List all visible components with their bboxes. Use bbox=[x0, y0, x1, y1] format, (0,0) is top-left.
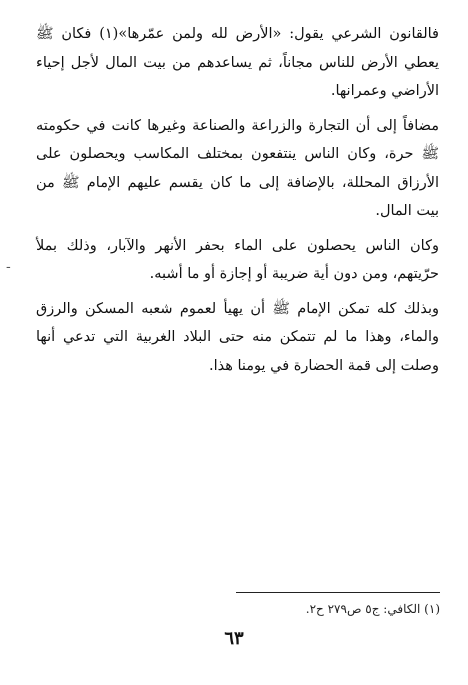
paragraph-3: وكان الناس يحصلون على الماء بحفر الأنهر والآبار، وذلك بملأ حرّيتهم، ومن دون أية ضريبة أو إجازة أو ما أشبه. bbox=[36, 237, 439, 282]
footnote-separator bbox=[236, 592, 440, 593]
footnote: (١) الكافي: ج٥ ص٢٧٩ ح٢. bbox=[305, 602, 440, 616]
paragraph-2: مضافاً إلى أن التجارة والزراعة والصناعة وغيرها كانت في حكومته ﷺ حرة، وكان الناس ينتفعون بمختلف المكاسب ويحصلون على الأرزاق المحللة، بالإضافة إلى ما كان يقسم عليهم الإمام ﷺ من بيت المال. bbox=[36, 117, 439, 219]
margin-mark: - bbox=[6, 259, 11, 275]
page-number: ٦٣ bbox=[224, 628, 244, 649]
paragraph-4: وبذلك كله تمكن الإمام ﷺ أن يهيأ لعموم شعبه المسكن والرزق والماء، وهذا ما لم تتمكن منه حتى البلاد الغربية التي تدعي أنها وصلت إلى قمة الحضارة في يومنا هذا. bbox=[36, 300, 439, 374]
main-text bbox=[36, 20, 439, 386]
paragraph-1: فالقانون الشرعي يقول: «الأرض لله ولمن عمّرها»(١) فكان ﷺ يعطي الأرض للناس مجاناً، ثم يساعدهم من بيت المال لأجل إحياء الأراضي وعمرانها. bbox=[36, 26, 439, 99]
